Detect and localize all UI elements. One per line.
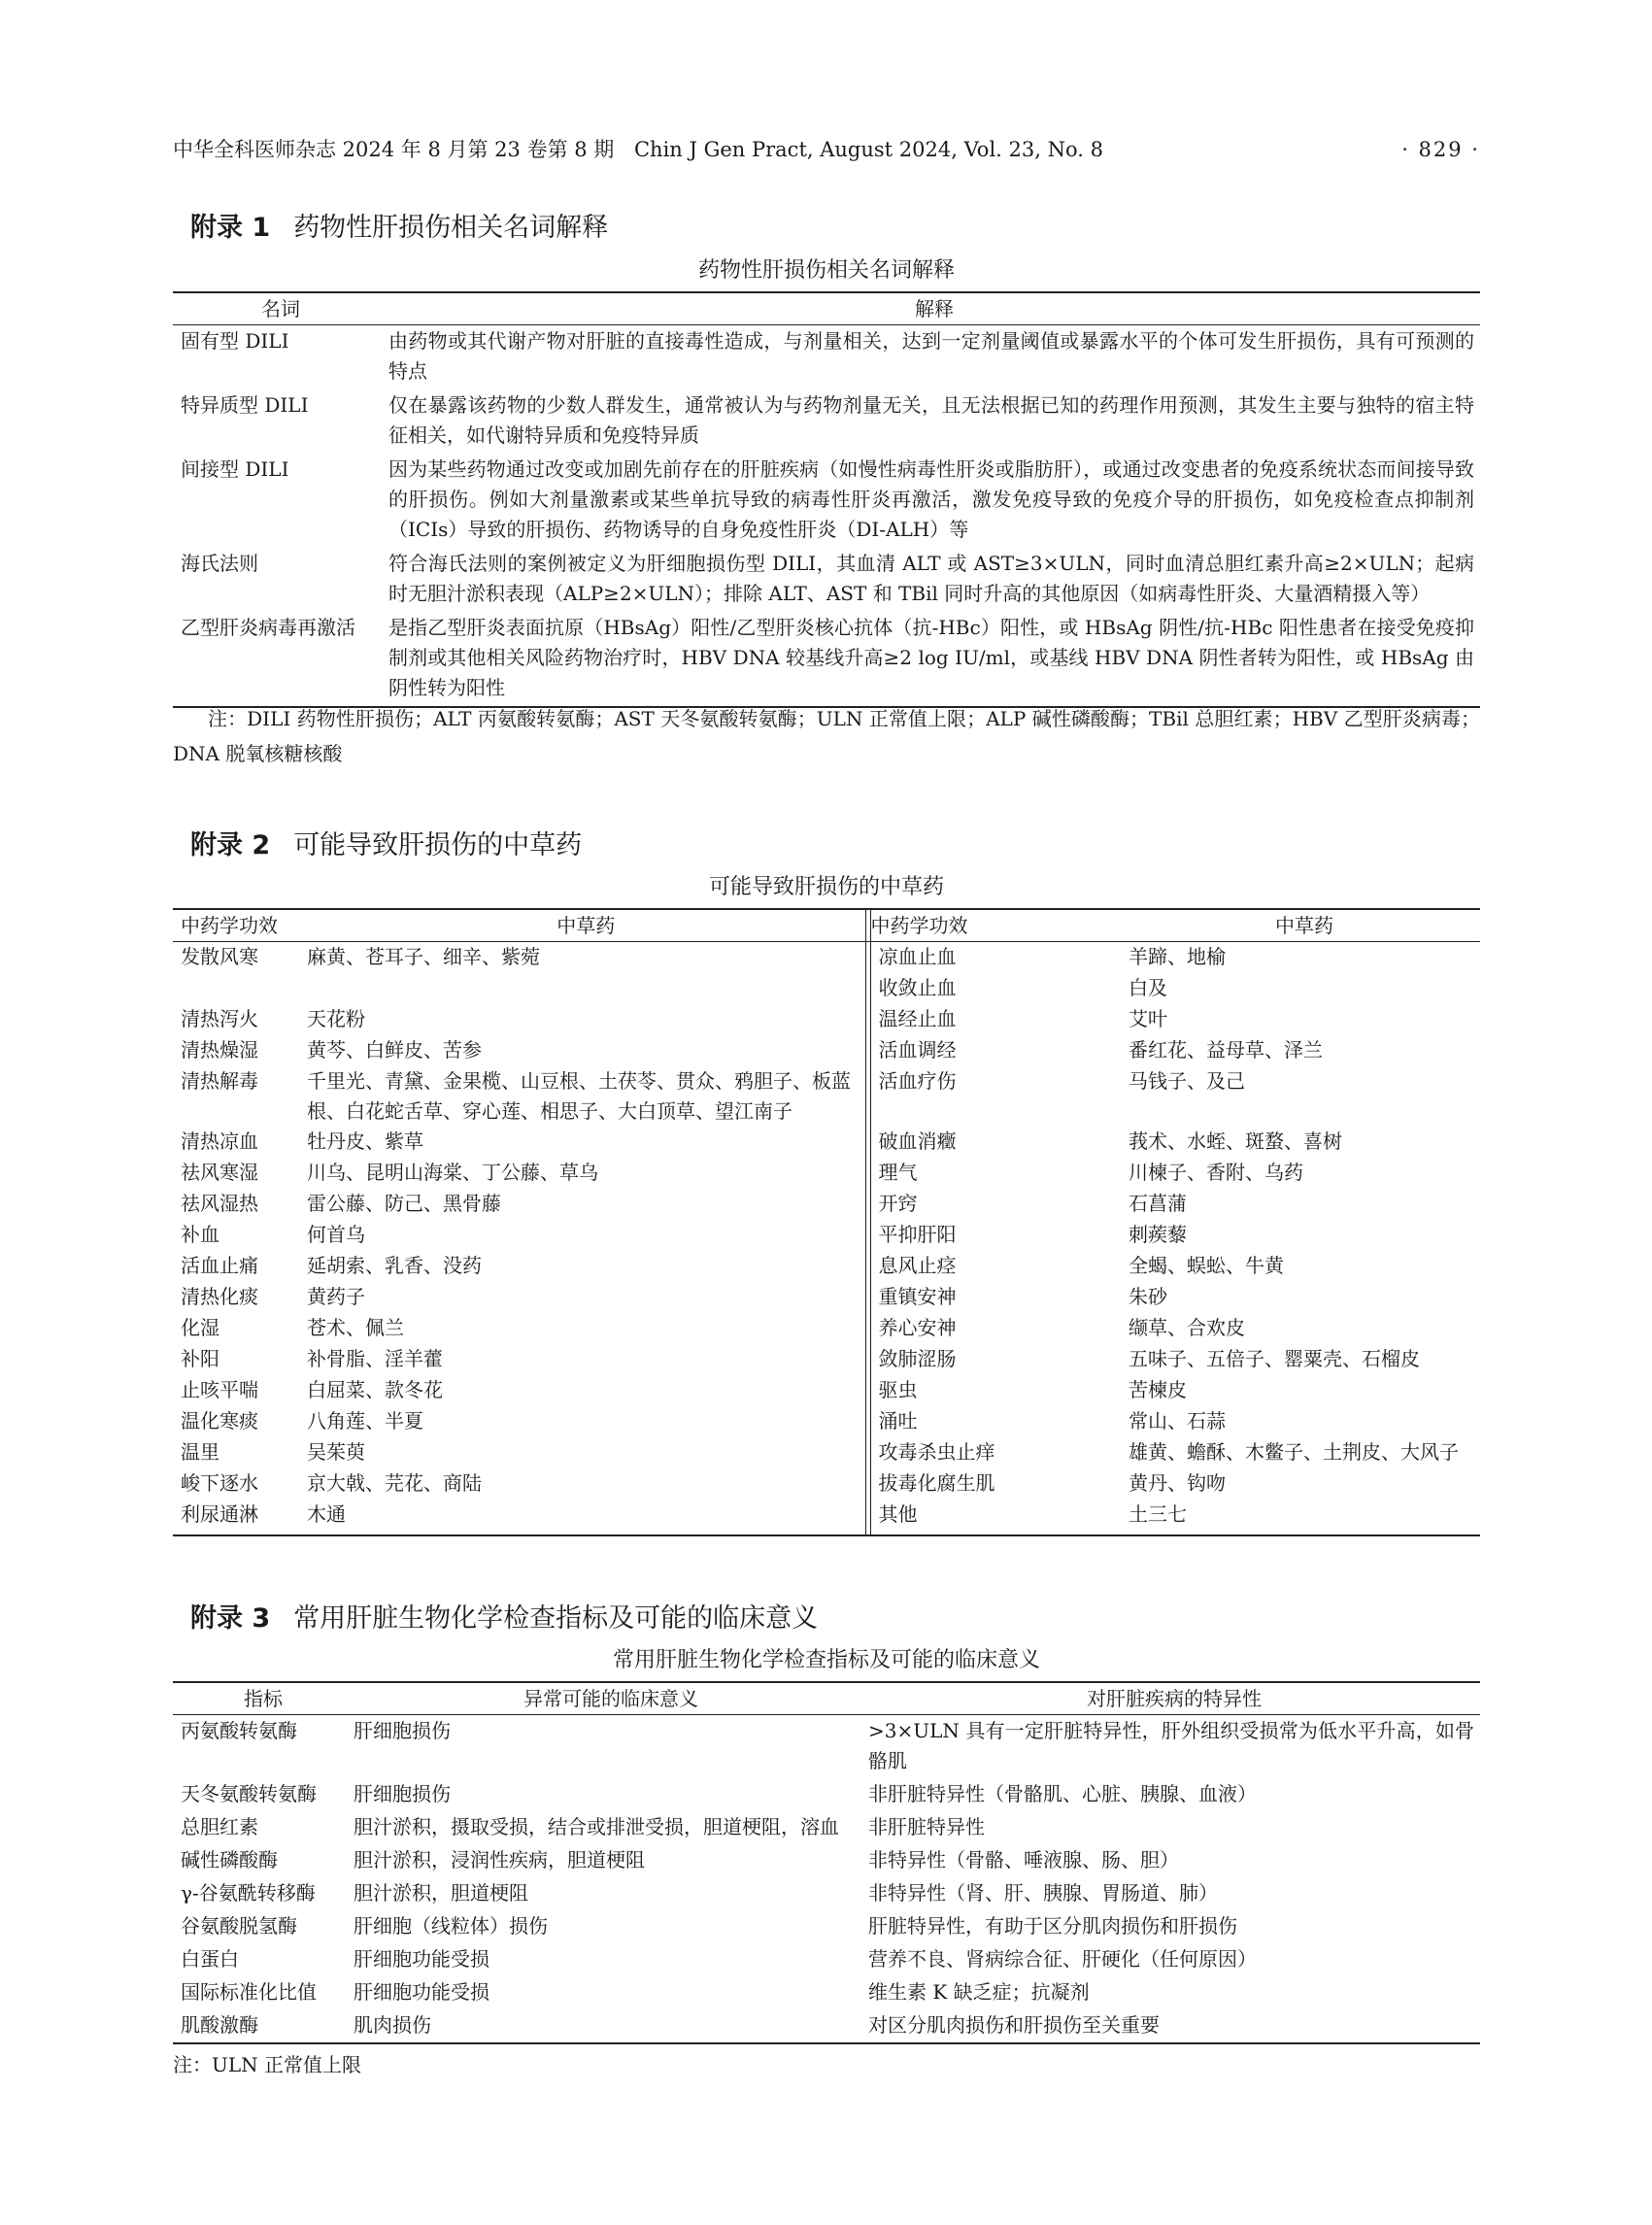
table-header-row [173, 909, 1480, 942]
significance-cell: 肝细胞损伤 [354, 1719, 451, 1742]
significance-cell: 肌肉损伤 [354, 2013, 431, 2037]
table-row [173, 1375, 1480, 1406]
function-cell: 峻下逐水 [181, 1471, 258, 1495]
herb-cell: 牡丹皮、紫草 [307, 1129, 423, 1153]
function-cell-right: 开窍 [878, 1192, 918, 1215]
herb-cell-right: 艾叶 [1129, 1007, 1167, 1030]
running-header [173, 134, 1480, 163]
table-row [173, 1282, 1480, 1313]
herb-cell: 补骨脂、淫羊藿 [307, 1347, 443, 1370]
appendix1-table [173, 291, 1480, 708]
table-row [173, 1715, 1480, 1779]
herb-cell-right: 雄黄、蟾酥、木鳖子、土荆皮、大风子 [1129, 1440, 1459, 1464]
term-cell: 间接型 DILI [181, 457, 289, 481]
appendix3-title: 常用肝脏生物化学检查指标及可能的临床意义 [293, 1603, 819, 1634]
herb-cell-right: 黄丹、钩吻 [1129, 1471, 1226, 1495]
appendix3-table-caption: 常用肝脏生物化学检查指标及可能的临床意义 [612, 1648, 1040, 1672]
function-cell-right: 活血疗伤 [878, 1069, 957, 1093]
table-row [173, 325, 1480, 390]
indicator-cell: 丙氨酸转氨酶 [181, 1719, 297, 1742]
herb-cell-right: 川楝子、香附、乌药 [1129, 1161, 1303, 1184]
herb-cell: 木通 [307, 1502, 346, 1526]
explanation-cell: 由药物或其代谢产物对肝脏的直接毒性造成，与剂量相关，达到一定剂量阈值或暴露水平的个体可发生肝损伤，具有可预测的特点 [388, 329, 1474, 383]
journal-name-cn: 中华全科医师杂志 2024 年 8 月第 23 卷第 8 期 [173, 138, 615, 161]
function-cell-right: 收敛止血 [878, 976, 957, 999]
table-row [173, 548, 1480, 612]
table-row [173, 1500, 1480, 1531]
table-row [173, 1778, 1480, 1811]
herb-cell: 川乌、昆明山海棠、丁公藤、草乌 [307, 1161, 598, 1184]
explanation-cell: 因为某些药物通过改变或加剧先前存在的肝脏疾病（如慢性病毒性肝炎或脂肪肝），或通过改变患者的免疫系统状态而间接导致的肝损伤。例如大剂量激素或某些单抗导致的病毒性肝炎再激活，激发免疫导致的免疫介导的肝损伤，如免疫检查点抑制剂（ICIs）导致的肝损伤、药物诱导的自身免疫性肝炎（DI-ALH）等 [388, 457, 1474, 541]
specificity-cell: >3×ULN 具有一定肝脏特异性，肝外组织受损常为低水平升高，如骨骼肌 [868, 1719, 1474, 1772]
appendix1-number: 附录 1 [190, 213, 271, 243]
table-header-row [173, 292, 1480, 325]
function-cell: 活血止痛 [181, 1254, 258, 1277]
herb-cell-right: 苦楝皮 [1129, 1378, 1187, 1401]
function-cell-right: 理气 [878, 1161, 918, 1184]
herb-cell-right [1129, 1531, 1480, 1535]
table-row [173, 1844, 1480, 1877]
table-row [173, 1406, 1480, 1437]
herb-cell: 延胡索、乳香、没药 [307, 1254, 482, 1277]
function-cell-right: 攻毒杀虫止痒 [878, 1440, 995, 1464]
function-cell-right: 凉血止血 [878, 945, 957, 968]
herb-cell: 八角莲、半夏 [307, 1409, 423, 1433]
term-cell: 海氏法则 [181, 552, 258, 575]
term-cell: 乙型肝炎病毒再激活 [181, 616, 355, 639]
explanation-cell: 仅在暴露该药物的少数人群发生，通常被认为与药物剂量无关，且无法根据已知的药理作用预测，其发生主要与独特的宿主特征相关，如代谢特异质和免疫特异质 [388, 393, 1474, 447]
appendix3-table [173, 1681, 1480, 2044]
function-cell: 补血 [181, 1223, 219, 1246]
herb-cell-right: 刺蒺藜 [1129, 1223, 1187, 1246]
appendix2-table-caption: 可能导致肝损伤的中草药 [708, 875, 944, 899]
table-row [173, 1004, 1480, 1035]
table-row [173, 942, 1480, 974]
function-cell-right: 平抑肝阳 [878, 1223, 957, 1246]
herb-cell: 白屈菜、款冬花 [307, 1378, 443, 1401]
herb-cell: 黄药子 [307, 1285, 365, 1308]
appendix3-note: 注：ULN 正常值上限 [173, 2053, 361, 2076]
herb-cell: 天花粉 [307, 1007, 365, 1030]
table-row [173, 1877, 1480, 1910]
col-header-significance: 异常可能的临床意义 [354, 1682, 868, 1715]
appendix2-table [173, 908, 1480, 1536]
significance-cell: 肝细胞功能受损 [354, 1947, 489, 1971]
herb-cell-right: 莪术、水蛭、斑蝥、喜树 [1129, 1129, 1342, 1153]
function-cell: 清热凉血 [181, 1129, 258, 1153]
herb-cell: 苍术、佩兰 [307, 1316, 404, 1339]
col-header-function: 中药学功效 [173, 909, 307, 942]
herb-cell: 千里光、青黛、金果榄、山豆根、土茯苓、贯众、鸦胆子、板蓝根、白花蛇舌草、穿心莲、相思子、大白顶草、望江南子 [307, 1069, 851, 1123]
function-cell-right: 敛肺涩肠 [878, 1347, 957, 1370]
herb-cell-right: 缬草、合欢皮 [1129, 1316, 1245, 1339]
function-cell: 化湿 [181, 1316, 219, 1339]
table-row [173, 612, 1480, 707]
herb-cell [307, 973, 865, 1004]
function-cell: 补阳 [181, 1347, 219, 1370]
appendix1-title: 药物性肝损伤相关名词解释 [293, 213, 609, 243]
function-cell-right: 驱虫 [878, 1378, 918, 1401]
table-row [173, 1066, 1480, 1127]
indicator-cell: 碱性磷酸酶 [181, 1848, 278, 1871]
appendix2-heading [190, 824, 582, 861]
herb-cell: 京大戟、芫花、商陆 [307, 1471, 482, 1495]
function-cell: 温化寒痰 [181, 1409, 258, 1433]
function-cell-right: 活血调经 [878, 1038, 957, 1062]
herb-cell-right: 羊蹄、地榆 [1129, 945, 1226, 968]
herb-cell: 何首乌 [307, 1223, 365, 1246]
function-cell-right: 其他 [878, 1502, 918, 1526]
table-row [173, 1313, 1480, 1344]
function-cell: 止咳平喘 [181, 1378, 258, 1401]
herb-cell-right: 五味子、五倍子、罂粟壳、石榴皮 [1129, 1347, 1420, 1370]
table-row [173, 1251, 1480, 1282]
significance-cell: 胆汁淤积，摄取受损，结合或排泄受损，胆道梗阻，溶血 [354, 1815, 839, 1838]
specificity-cell: 对区分肌肉损伤和肝损伤至关重要 [868, 2013, 1160, 2037]
page-number: · 829 · [1401, 138, 1480, 161]
function-cell: 清热燥湿 [181, 1038, 258, 1062]
appendix1-table-caption: 药物性肝损伤相关名词解释 [697, 258, 955, 283]
table-row [173, 1468, 1480, 1500]
significance-cell: 胆汁淤积，胆道梗阻 [354, 1881, 528, 1905]
appendix2-number: 附录 2 [190, 830, 271, 860]
table-row [173, 1344, 1480, 1375]
herb-cell-right: 朱砂 [1129, 1285, 1167, 1308]
function-cell [173, 1531, 307, 1535]
col-header-indicator: 指标 [173, 1682, 354, 1715]
herb-cell: 麻黄、苍耳子、细辛、紫菀 [307, 945, 540, 968]
function-cell [173, 973, 307, 1004]
function-cell: 祛风寒湿 [181, 1161, 258, 1184]
indicator-cell: 国际标准化比值 [181, 1980, 317, 2004]
col-header-explanation: 解释 [388, 292, 1480, 325]
indicator-cell: 总胆红素 [181, 1815, 258, 1838]
appendix1-heading [190, 206, 608, 244]
herb-cell-right: 石菖蒲 [1129, 1192, 1187, 1215]
herb-cell-right: 土三七 [1129, 1502, 1187, 1526]
herb-cell: 吴茱萸 [307, 1440, 365, 1464]
herb-cell-right: 白及 [1129, 976, 1167, 999]
appendix3-heading [190, 1597, 818, 1635]
table-row [173, 1220, 1480, 1251]
table-row [173, 1189, 1480, 1220]
table-header-row [173, 1682, 1480, 1715]
term-cell: 特异质型 DILI [181, 393, 309, 417]
table-row [173, 1531, 1480, 1535]
function-cell-right: 息风止痉 [878, 1254, 957, 1277]
term-cell: 固有型 DILI [181, 329, 289, 353]
specificity-cell: 非肝脏特异性 [868, 1815, 985, 1838]
indicator-cell: γ-谷氨酰转移酶 [181, 1881, 316, 1905]
table-row [173, 1127, 1480, 1158]
table-row [173, 1437, 1480, 1468]
herb-cell: 黄芩、白鲜皮、苦参 [307, 1038, 482, 1062]
journal-name-en: Chin J Gen Pract, August 2024, Vol. 23, No. 8 [633, 138, 1103, 161]
col-header-specificity: 对肝脏疾病的特异性 [868, 1682, 1480, 1715]
herb-cell-right: 常山、石蒜 [1129, 1409, 1226, 1433]
function-cell: 清热泻火 [181, 1007, 258, 1030]
col-header-function-right: 中药学功效 [870, 909, 1129, 942]
herb-cell-right: 番红花、益母草、泽兰 [1129, 1038, 1323, 1062]
table-row [173, 1035, 1480, 1066]
indicator-cell: 白蛋白 [181, 1947, 239, 1971]
col-header-herb: 中草药 [307, 909, 865, 942]
indicator-cell: 肌酸激酶 [181, 2013, 258, 2037]
significance-cell: 胆汁淤积，浸润性疾病，胆道梗阻 [354, 1848, 645, 1871]
herb-cell-right: 马钱子、及己 [1129, 1069, 1245, 1093]
table-row [173, 2009, 1480, 2043]
specificity-cell: 肝脏特异性，有助于区分肌肉损伤和肝损伤 [868, 1914, 1237, 1938]
appendix2-title: 可能导致肝损伤的中草药 [293, 830, 583, 860]
function-cell: 清热化痰 [181, 1285, 258, 1308]
table-row [173, 973, 1480, 1004]
explanation-cell: 符合海氏法则的案例被定义为肝细胞损伤型 DILI，其血清 ALT 或 AST≥3×ULN，同时血清总胆红素升高≥2×ULN；起病时无胆汁淤积表现（ALP≥2×ULN）；排除 ALT、AST 和 TBil 同时升高的其他原因（如病毒性肝炎、大量酒精摄入等） [388, 552, 1474, 605]
indicator-cell: 谷氨酸脱氢酶 [181, 1914, 297, 1938]
function-cell: 发散风寒 [181, 945, 258, 968]
col-header-herb-right: 中草药 [1129, 909, 1480, 942]
table-row [173, 1811, 1480, 1844]
function-cell: 温里 [181, 1440, 219, 1464]
function-cell-right: 重镇安神 [878, 1285, 957, 1308]
significance-cell: 肝细胞损伤 [354, 1782, 451, 1805]
table-row [173, 1943, 1480, 1976]
specificity-cell: 非肝脏特异性（骨骼肌、心脏、胰腺、血液） [868, 1782, 1257, 1805]
function-cell-right: 涌吐 [878, 1409, 918, 1433]
function-cell: 利尿通淋 [181, 1502, 258, 1526]
herb-cell [307, 1531, 865, 1535]
herb-cell: 雷公藤、防己、黑骨藤 [307, 1192, 501, 1215]
table-row [173, 454, 1480, 548]
function-cell: 祛风湿热 [181, 1192, 258, 1215]
function-cell-right: 破血消癥 [878, 1129, 957, 1153]
col-header-term: 名词 [173, 292, 388, 325]
specificity-cell: 非特异性（肾、肝、胰腺、胃肠道、肺） [868, 1881, 1218, 1905]
explanation-cell: 是指乙型肝炎表面抗原（HBsAg）阳性/乙型肝炎核心抗体（抗-HBc）阳性，或 HBsAg 阴性/抗-HBc 阳性患者在接受免疫抑制剂或其他相关风险药物治疗时，HBV DNA 较基线升高≥2 log IU/ml，或基线 HBV DNA 阴性者转为阳性，或 HBsAg 由阴性转为阳性 [388, 616, 1474, 699]
function-cell-right [870, 1531, 1129, 1535]
function-cell: 清热解毒 [181, 1069, 258, 1093]
table-row [173, 1910, 1480, 1943]
appendix1-note: 注：DILI 药物性肝损伤；ALT 丙氨酸转氨酶；AST 天冬氨酸转氨酶；ULN 正常值上限；ALP 碱性磷酸酶；TBil 总胆红素；HBV 乙型肝炎病毒；DNA 脱氧核糖核酸 [173, 707, 1480, 765]
function-cell-right: 拔毒化腐生肌 [878, 1471, 995, 1495]
function-cell-right: 温经止血 [878, 1007, 957, 1030]
appendix3-number: 附录 3 [190, 1603, 271, 1634]
table-row [173, 1158, 1480, 1189]
specificity-cell: 维生素 K 缺乏症；抗凝剂 [868, 1980, 1090, 2004]
table-row [173, 389, 1480, 454]
specificity-cell: 非特异性（骨骼、唾液腺、肠、胆） [868, 1848, 1179, 1871]
indicator-cell: 天冬氨酸转氨酶 [181, 1782, 317, 1805]
function-cell-right: 养心安神 [878, 1316, 957, 1339]
specificity-cell: 营养不良、肾病综合征、肝硬化（任何原因） [868, 1947, 1257, 1971]
table-row [173, 1976, 1480, 2009]
herb-cell-right: 全蝎、蜈蚣、牛黄 [1129, 1254, 1284, 1277]
significance-cell: 肝细胞（线粒体）损伤 [354, 1914, 548, 1938]
significance-cell: 肝细胞功能受损 [354, 1980, 489, 2004]
